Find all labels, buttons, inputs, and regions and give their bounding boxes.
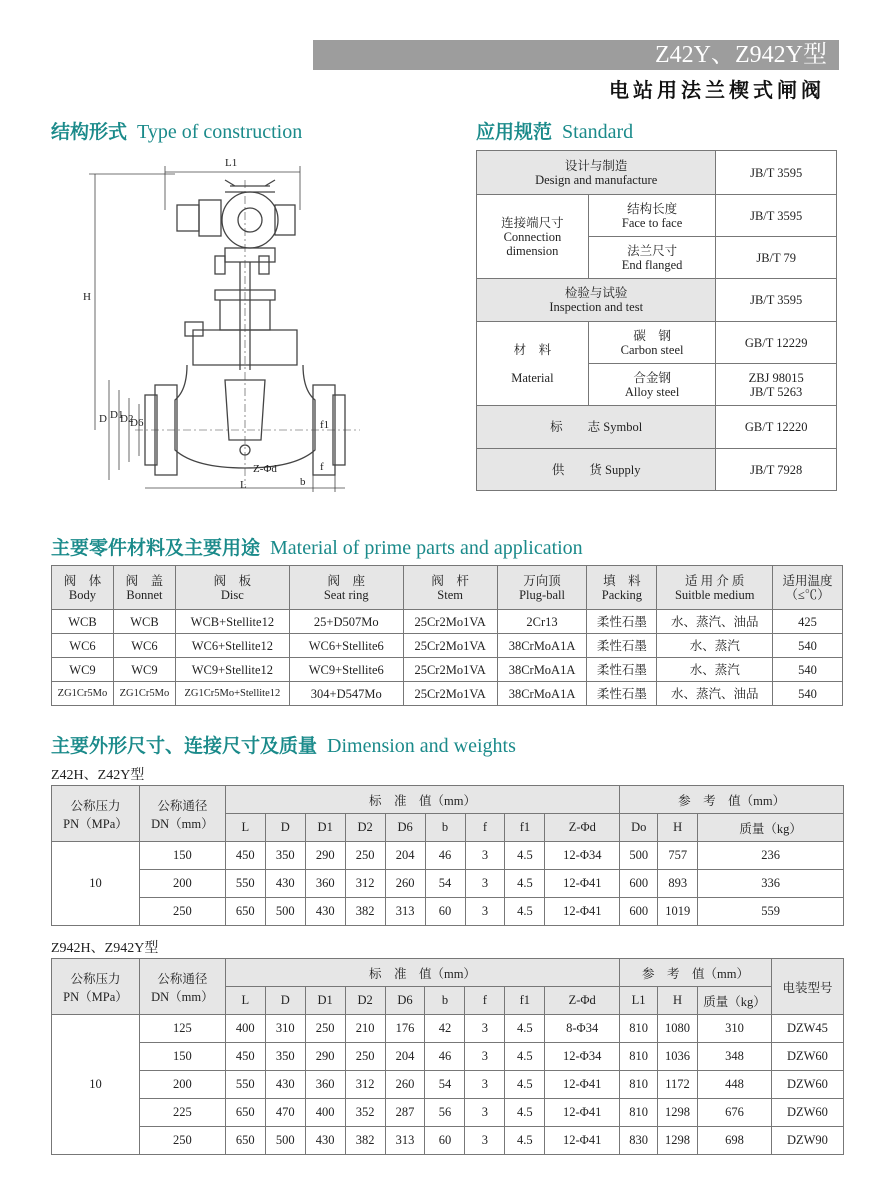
table2-cell: 312 <box>345 1071 385 1099</box>
materials-cell: 2Cr13 <box>497 610 587 634</box>
table1-cell: 600 <box>620 898 658 926</box>
table1-pn-value: 10 <box>52 842 140 926</box>
table2-label: Z942H、Z942Y型 <box>51 941 159 956</box>
table1-cell: 350 <box>265 842 305 870</box>
table2-cell: 810 <box>620 1071 658 1099</box>
table2-col-head: Z-Φd <box>545 987 620 1015</box>
label-D: D <box>99 413 107 425</box>
table2-cell: 4.5 <box>505 1043 545 1071</box>
std-face-value: JB/T 3595 <box>716 195 837 237</box>
table1-cell: 430 <box>265 870 305 898</box>
table2-cell: 313 <box>385 1127 425 1155</box>
std-supply-label: 供 货 Supply <box>477 449 716 491</box>
table1-cell: 360 <box>305 870 345 898</box>
table2-cell: 4.5 <box>505 1015 545 1043</box>
materials-title-zh: 主要零件材料及主要用途 <box>51 537 261 559</box>
table2-cell: 500 <box>265 1127 305 1155</box>
std-flange-cell <box>588 237 716 279</box>
std-conn-en1: Connection <box>503 229 562 244</box>
table2-cell: 3 <box>465 1099 505 1127</box>
mat-head-stem: 阀 杆 Stem <box>403 566 497 610</box>
table1-col-head: f <box>465 814 505 842</box>
table2-cell: 348 <box>698 1043 772 1071</box>
std-carbon-cell <box>588 322 716 364</box>
table1-col-head: L <box>225 814 265 842</box>
t1-dn-head: 公称通径 DN（mm） <box>139 786 225 842</box>
dimensions-title-en: Dimension and weights <box>327 735 516 757</box>
product-title: 电站用法兰楔式闸阀 <box>609 78 825 102</box>
table2-cell: 650 <box>225 1099 265 1127</box>
table2-cell: 4.5 <box>505 1099 545 1127</box>
materials-cell: 柔性石墨 <box>587 682 657 706</box>
table1-cell: 500 <box>265 898 305 926</box>
materials-cell: 540 <box>773 658 843 682</box>
materials-cell: 25+D507Mo <box>289 610 403 634</box>
materials-title-en: Material of prime parts and application <box>270 537 583 559</box>
table1-cell: 12-Φ34 <box>545 842 620 870</box>
t1-ref-head: 参 考 值（mm） <box>620 786 844 814</box>
std-alloy-zh: 合金钢 <box>633 370 671 385</box>
table1-cell: 336 <box>698 870 844 898</box>
table2-cell: 350 <box>265 1043 305 1071</box>
table-row <box>52 898 844 926</box>
table2-cell: 310 <box>265 1015 305 1043</box>
table2-cell: 8-Φ34 <box>545 1015 620 1043</box>
materials-cell: 柔性石墨 <box>587 658 657 682</box>
table1-cell: 757 <box>658 842 698 870</box>
materials-row <box>52 610 843 634</box>
std-material-zh: 材 料 <box>513 342 552 357</box>
table1-col-head: f1 <box>505 814 545 842</box>
mat-head-plug: 万向顶 Plug-ball <box>497 566 587 610</box>
dimensions-title-zh: 主要外形尺寸、连接尺寸及质量 <box>51 735 318 757</box>
t2-motor-head: 电装型号 <box>771 959 843 1015</box>
table2-cell: 260 <box>385 1071 425 1099</box>
table2-cell: 4.5 <box>505 1071 545 1099</box>
table2-cell: 810 <box>620 1099 658 1127</box>
std-insp-zh: 检验与试验 <box>564 286 628 300</box>
materials-cell: ZG1Cr5Mo+Stellite12 <box>175 682 289 706</box>
table2-cell: 250 <box>345 1043 385 1071</box>
table2-cell: DZW90 <box>771 1127 843 1155</box>
t2-dn-head: 公称通径 DN（mm） <box>139 959 225 1015</box>
construction-section-title <box>51 117 302 144</box>
mat-head-medium: 适 用 介 质 Suitble medium <box>657 566 773 610</box>
table2-cell: 810 <box>620 1043 658 1071</box>
table1-col-head: b <box>425 814 465 842</box>
t2-std-head: 标 准 值（mm） <box>225 959 619 987</box>
table2-cell: 1080 <box>658 1015 698 1043</box>
std-material-cell <box>477 322 589 406</box>
table2-cell: 60 <box>425 1127 465 1155</box>
std-flange-en: End flanged <box>621 257 683 272</box>
table1-cell: 4.5 <box>505 870 545 898</box>
table2-col-head: D6 <box>385 987 425 1015</box>
table1-cell: 236 <box>698 842 844 870</box>
table-row <box>52 870 844 898</box>
table2-col-head: D2 <box>345 987 385 1015</box>
table2-cell: 810 <box>620 1015 658 1043</box>
std-design-zh: 设计与制造 <box>564 158 628 173</box>
std-supply-value: JB/T 7928 <box>716 449 837 491</box>
table2-pn-value: 10 <box>52 1015 140 1155</box>
table2-cell: 310 <box>698 1015 772 1043</box>
dimension-table-z942 <box>51 958 844 1155</box>
materials-row <box>52 634 843 658</box>
std-face-cell <box>588 195 716 237</box>
std-alloy-en: Alloy steel <box>624 384 680 399</box>
t1-std-head: 标 准 值（mm） <box>225 786 619 814</box>
table-row <box>52 1071 844 1099</box>
std-face-en: Face to face <box>621 215 683 230</box>
materials-cell: ZG1Cr5Mo <box>52 682 114 706</box>
table2-cell: 400 <box>305 1099 345 1127</box>
table2-cell: 56 <box>425 1099 465 1127</box>
std-design-value: JB/T 3595 <box>716 151 837 195</box>
table1-cell: 4.5 <box>505 842 545 870</box>
table2-cell: 210 <box>345 1015 385 1043</box>
table2-cell: 830 <box>620 1127 658 1155</box>
materials-cell: WC9 <box>52 658 114 682</box>
table1-cell: 3 <box>465 842 505 870</box>
std-carbon-en: Carbon steel <box>620 342 684 357</box>
table-row <box>52 1127 844 1155</box>
t2-ref-head: 参 考 值（mm） <box>620 959 772 987</box>
materials-section-title <box>51 533 583 560</box>
std-face-zh: 结构长度 <box>627 201 678 216</box>
table2-cell: DZW60 <box>771 1071 843 1099</box>
table2-cell: 1298 <box>658 1127 698 1155</box>
std-carbon-value: GB/T 12229 <box>716 322 837 364</box>
table2-cell: 1036 <box>658 1043 698 1071</box>
std-flange-value: JB/T 79 <box>716 237 837 279</box>
table2-col-head: D1 <box>305 987 345 1015</box>
table2-col-head: L <box>225 987 265 1015</box>
table2-cell: 3 <box>465 1071 505 1099</box>
std-insp-en: Inspection and test <box>549 300 644 314</box>
table2-cell: 1172 <box>658 1071 698 1099</box>
table1-col-head: D6 <box>385 814 425 842</box>
table2-cell: DZW60 <box>771 1043 843 1071</box>
table1-cell: 200 <box>139 870 225 898</box>
table2-cell: 12-Φ41 <box>545 1071 620 1099</box>
std-alloy-cell <box>588 364 716 406</box>
table2-cell: 3 <box>465 1015 505 1043</box>
dimension-table-z42 <box>51 785 844 926</box>
table2-cell: 430 <box>305 1127 345 1155</box>
table2-cell: 12-Φ41 <box>545 1127 620 1155</box>
table2-cell: 287 <box>385 1099 425 1127</box>
table1-cell: 3 <box>465 898 505 926</box>
table2-cell: 150 <box>139 1043 225 1071</box>
table1-cell: 312 <box>345 870 385 898</box>
std-alloy-value <box>716 364 837 406</box>
std-connection-cell <box>477 195 589 279</box>
materials-header-row <box>52 566 843 610</box>
table2-cell: 12-Φ41 <box>545 1099 620 1127</box>
table1-cell: 893 <box>658 870 698 898</box>
table2-cell: DZW60 <box>771 1099 843 1127</box>
std-alloy-std2: JB/T 5263 <box>750 384 803 399</box>
table2-col-head: 质量（kg） <box>698 987 772 1015</box>
table2-cell: 125 <box>139 1015 225 1043</box>
table2-cell: 12-Φ34 <box>545 1043 620 1071</box>
table2-cell: 3 <box>465 1127 505 1155</box>
table2-col-head: D <box>265 987 305 1015</box>
table2-cell: 352 <box>345 1099 385 1127</box>
table2-cell: 3 <box>465 1043 505 1071</box>
std-carbon-zh: 碳 钢 <box>633 328 671 343</box>
materials-cell: WCB+Stellite12 <box>175 610 289 634</box>
materials-cell: WC9+Stellite12 <box>175 658 289 682</box>
label-D2: D2 <box>120 413 134 425</box>
table1-cell: 1019 <box>658 898 698 926</box>
table2-cell: 250 <box>139 1127 225 1155</box>
table1-cell: 382 <box>345 898 385 926</box>
label-H: H <box>83 291 91 303</box>
materials-cell: 25Cr2Mo1VA <box>403 610 497 634</box>
materials-cell: 425 <box>773 610 843 634</box>
standard-title-en: Standard <box>562 121 634 143</box>
std-design-en: Design and manufacture <box>535 172 658 187</box>
table2-cell: DZW45 <box>771 1015 843 1043</box>
label-D6: D6 <box>130 417 144 429</box>
materials-cell: WC9+Stellite6 <box>289 658 403 682</box>
table2-cell: 204 <box>385 1043 425 1071</box>
materials-cell: 25Cr2Mo1VA <box>403 634 497 658</box>
table1-cell: 290 <box>305 842 345 870</box>
construction-title-en: Type of construction <box>137 121 303 143</box>
label-zphid: Z-Φd <box>253 463 277 475</box>
materials-cell: WC6 <box>52 634 114 658</box>
label-L: L <box>240 479 247 491</box>
mat-head-body: 阀 体 Body <box>52 566 114 610</box>
standard-section-title <box>476 117 633 144</box>
standard-title-zh: 应用规范 <box>476 121 553 143</box>
materials-cell: 38CrMoA1A <box>497 634 587 658</box>
table-row <box>52 842 844 870</box>
table1-cell: 450 <box>225 842 265 870</box>
table2-col-head: b <box>425 987 465 1015</box>
table-row <box>52 1099 844 1127</box>
table2-col-head: H <box>658 987 698 1015</box>
std-conn-en2: dimension <box>506 243 559 258</box>
table2-col-head: f <box>465 987 505 1015</box>
std-design-cell <box>477 151 716 195</box>
materials-cell: 水、蒸汽 <box>657 634 773 658</box>
table2-cell: 42 <box>425 1015 465 1043</box>
standard-table <box>476 150 837 491</box>
table2-col-head: L1 <box>620 987 658 1015</box>
table2-cell: 200 <box>139 1071 225 1099</box>
table2-cell: 250 <box>305 1015 345 1043</box>
mat-head-seat: 阀 座 Seat ring <box>289 566 403 610</box>
table1-cell: 250 <box>139 898 225 926</box>
materials-cell: 水、蒸汽、油品 <box>657 682 773 706</box>
table1-cell: 12-Φ41 <box>545 898 620 926</box>
materials-cell: WCB <box>52 610 114 634</box>
table2-cell: 698 <box>698 1127 772 1155</box>
table1-cell: 250 <box>345 842 385 870</box>
table1-col-head: D1 <box>305 814 345 842</box>
mat-head-packing: 填 料 Packing <box>587 566 657 610</box>
mat-head-temp: 适用温度 （≤℃） <box>773 566 843 610</box>
materials-cell: 水、蒸汽 <box>657 658 773 682</box>
table2-cell: 448 <box>698 1071 772 1099</box>
label-D1: D1 <box>110 409 124 421</box>
table1-cell: 650 <box>225 898 265 926</box>
table1-cell: 60 <box>425 898 465 926</box>
table1-cell: 54 <box>425 870 465 898</box>
valve-drawing <box>75 150 370 495</box>
construction-title-zh: 结构形式 <box>51 121 128 143</box>
table1-cell: 204 <box>385 842 425 870</box>
materials-cell: WC6+Stellite6 <box>289 634 403 658</box>
std-material-en: Material <box>511 370 554 385</box>
table1-cell: 550 <box>225 870 265 898</box>
table-row <box>52 1015 844 1043</box>
table2-cell: 676 <box>698 1099 772 1127</box>
table2-cell: 176 <box>385 1015 425 1043</box>
table1-cell: 260 <box>385 870 425 898</box>
mat-head-bonnet: 阀 盖 Bonnet <box>113 566 175 610</box>
table1-col-head: Do <box>620 814 658 842</box>
std-alloy-std1: ZBJ 98015 <box>748 370 804 385</box>
table1-col-head: 质量（kg） <box>698 814 844 842</box>
model-banner: Z42Y、Z942Y型 <box>313 40 839 70</box>
materials-cell: WCB <box>113 610 175 634</box>
materials-cell: ZG1Cr5Mo <box>113 682 175 706</box>
table1-cell: 4.5 <box>505 898 545 926</box>
table1-label: Z42H、Z42Y型 <box>51 768 145 783</box>
std-symbol-value: GB/T 12220 <box>716 406 837 449</box>
table1-col-head: D <box>265 814 305 842</box>
materials-cell: 柔性石墨 <box>587 610 657 634</box>
table2-cell: 450 <box>225 1043 265 1071</box>
table1-cell: 12-Φ41 <box>545 870 620 898</box>
table2-cell: 4.5 <box>505 1127 545 1155</box>
table1-cell: 430 <box>305 898 345 926</box>
materials-cell: WC6 <box>113 634 175 658</box>
materials-row <box>52 658 843 682</box>
std-inspection-value: JB/T 3595 <box>716 279 837 322</box>
table2-cell: 54 <box>425 1071 465 1099</box>
materials-cell: WC6+Stellite12 <box>175 634 289 658</box>
label-b: b <box>300 476 306 488</box>
table1-cell: 600 <box>620 870 658 898</box>
materials-row <box>52 682 843 706</box>
mat-head-disc: 阀 板 Disc <box>175 566 289 610</box>
table1-cell: 313 <box>385 898 425 926</box>
t1-pn-head: 公称压力 PN（MPa） <box>52 786 140 842</box>
materials-cell: 540 <box>773 682 843 706</box>
table2-cell: 470 <box>265 1099 305 1127</box>
table2-cell: 650 <box>225 1127 265 1155</box>
table2-cell: 46 <box>425 1043 465 1071</box>
table-row <box>52 1043 844 1071</box>
label-L1: L1 <box>225 157 238 169</box>
materials-cell: 水、蒸汽、油品 <box>657 610 773 634</box>
label-f1: f1 <box>320 419 330 431</box>
table1-cell: 500 <box>620 842 658 870</box>
table2-cell: 382 <box>345 1127 385 1155</box>
table2-cell: 290 <box>305 1043 345 1071</box>
table2-cell: 225 <box>139 1099 225 1127</box>
materials-table <box>51 565 843 706</box>
materials-cell: WC9 <box>113 658 175 682</box>
t2-pn-head: 公称压力 PN（MPa） <box>52 959 140 1015</box>
dimensions-section-title <box>51 731 516 758</box>
std-flange-zh: 法兰尺寸 <box>627 243 678 258</box>
materials-cell: 38CrMoA1A <box>497 658 587 682</box>
table1-col-head: D2 <box>345 814 385 842</box>
std-symbol-label: 标 志 Symbol <box>477 406 716 449</box>
materials-cell: 304+D547Mo <box>289 682 403 706</box>
materials-cell: 25Cr2Mo1VA <box>403 658 497 682</box>
table1-col-head: H <box>658 814 698 842</box>
table2-cell: 1298 <box>658 1099 698 1127</box>
materials-cell: 25Cr2Mo1VA <box>403 682 497 706</box>
table1-cell: 46 <box>425 842 465 870</box>
table1-col-head: Z-Φd <box>545 814 620 842</box>
std-conn-zh: 连接端尺寸 <box>501 215 564 230</box>
table2-cell: 550 <box>225 1071 265 1099</box>
table1-cell: 559 <box>698 898 844 926</box>
label-f: f <box>320 461 324 473</box>
materials-cell: 柔性石墨 <box>587 634 657 658</box>
materials-cell: 38CrMoA1A <box>497 682 587 706</box>
std-inspection-cell <box>477 279 716 322</box>
table2-col-head: f1 <box>505 987 545 1015</box>
table1-cell: 3 <box>465 870 505 898</box>
table2-cell: 360 <box>305 1071 345 1099</box>
table1-cell: 150 <box>139 842 225 870</box>
table2-cell: 400 <box>225 1015 265 1043</box>
materials-cell: 540 <box>773 634 843 658</box>
table2-cell: 430 <box>265 1071 305 1099</box>
